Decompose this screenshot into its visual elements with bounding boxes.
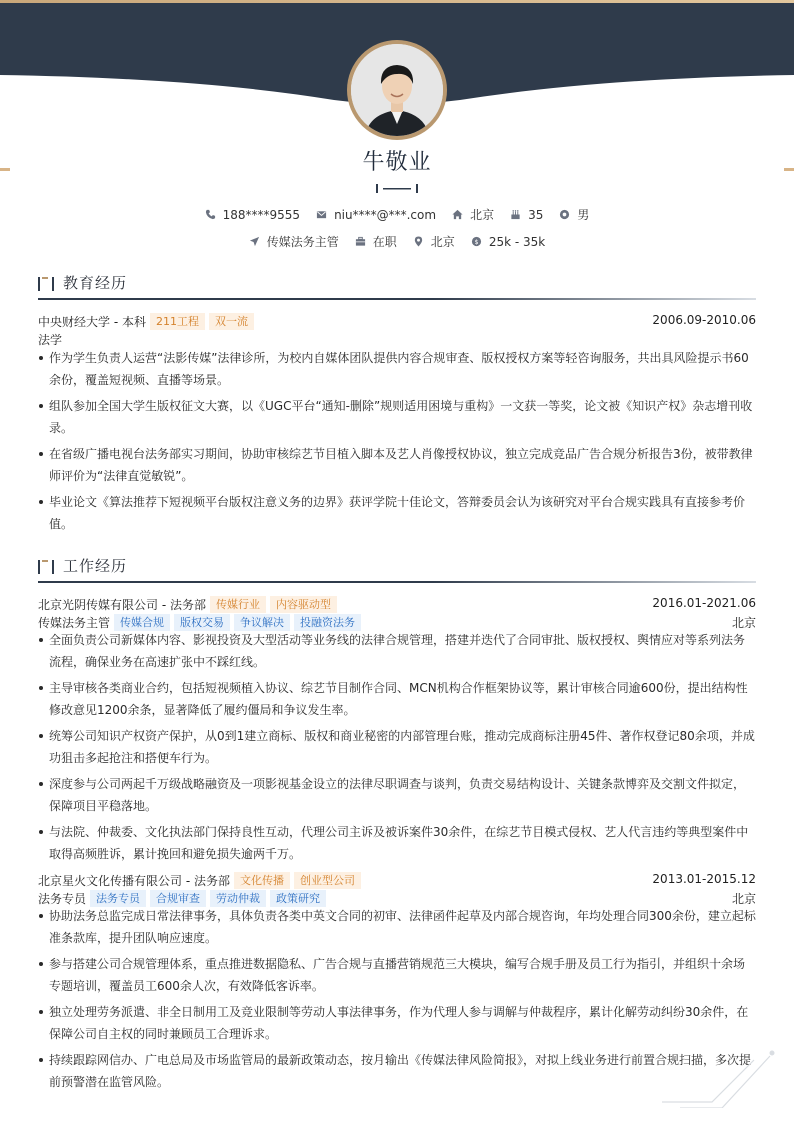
candidate-name: 牛敬业: [362, 150, 432, 175]
age-text: 35: [528, 207, 544, 222]
role-tag: 法务专员: [90, 890, 146, 907]
job-period: 2013.01-2015.12: [652, 872, 756, 886]
list-item: 在省级广播电视台法务部实习期间，协助审核综艺节目植入脚本及艺人肖像授权协议，独立完成竞品广告合规分析报告3份，被带教律师评价为“法律直觉敏锐”。: [38, 443, 756, 487]
position-item: [249, 233, 339, 250]
job-head: [38, 596, 756, 614]
section-underline: [38, 581, 756, 583]
avatar: [347, 40, 447, 140]
major: 法学: [38, 333, 63, 347]
section-mark-icon: [38, 560, 56, 574]
list-item: 参与搭建公司合规管理体系，重点推进数据隐私、广告合规与直播营销规范三大模块，编写合规手册及员工行为指引，并组织十余场专题培训，覆盖员工600余人次，有效降低客诉率。: [38, 953, 756, 997]
company-tag: 内容驱动型: [270, 596, 337, 613]
gender-item: [559, 206, 589, 223]
role-tag: 传媒合规: [114, 614, 170, 631]
briefcase-icon: [355, 236, 366, 247]
list-item: 毕业论文《算法推荐下短视频平台版权注意义务的边界》获评学院十佳论文，答辩委员会认为该研究对平台合规实践具有直接参考价值。: [38, 491, 756, 535]
education-section-title: [38, 272, 756, 302]
salary-text: 25k - 35k: [488, 234, 546, 249]
company-name: 北京星火文化传播有限公司 - 法务部: [38, 874, 230, 888]
mail-icon: [316, 209, 327, 220]
school-tag: 双一流: [209, 313, 254, 330]
list-item: 协助法务总监完成日常法律事务，具体负责各类中英文合同的初审、法律函件起草及内部合规咨询，年均处理合同300余份，建立起标准条款库，提升团队响应速度。: [38, 905, 756, 949]
salary-item: [471, 233, 545, 250]
education-period: 2006.09-2010.06: [652, 313, 756, 327]
svg-text:$: $: [474, 237, 479, 246]
corner-decoration: [660, 1048, 778, 1108]
school-name: 中央财经大学 - 本科: [38, 315, 146, 329]
job-role: 法务专员: [38, 892, 87, 906]
education-title: 教育经历: [63, 274, 128, 292]
list-item: 独立处理劳务派遣、非全日制用工及竞业限制等劳动人事法律事务，作为代理人参与调解与仲裁程序，累计化解劳动纠纷30余件，在保障公司自主权的同时兼顾员工合理诉求。: [38, 1001, 756, 1045]
avatar-photo: [351, 44, 443, 136]
company-name: 北京光阴传媒有限公司 - 法务部: [38, 598, 206, 612]
salary-icon: [471, 236, 482, 247]
role-tag: 投融资法务: [294, 614, 361, 631]
target-city-item: [413, 233, 455, 250]
phone-icon: [205, 209, 216, 220]
education-bullets: [38, 347, 756, 539]
list-item: 与法院、仲裁委、文化执法部门保持良性互动，代理公司主诉及被诉案件30余件，在综艺节目模式侵权、艺人代言违约等典型案件中取得高频胜诉，累计挽回和避免损失逾两千万。: [38, 821, 756, 865]
target-city-text: 北京: [430, 235, 455, 249]
education-entry-head: [38, 313, 756, 331]
email-item: [316, 206, 436, 223]
list-item: 持续跟踪网信办、广电总局及市场监管局的最新政策动态，按月输出《传媒法律风险简报》，对拟上线业务进行前置合规扫描，多次提前预警潜在监管风险。: [38, 1049, 756, 1093]
city-text: 北京: [470, 208, 495, 222]
contact-row: [0, 206, 794, 223]
cake-icon: [510, 209, 521, 220]
city-item: [452, 206, 494, 223]
school-tag: 211工程: [150, 313, 205, 330]
age-item: [510, 206, 543, 223]
role-tag: 劳动仲裁: [210, 890, 266, 907]
job-role: 传媒法务主管: [38, 616, 111, 630]
gender-text: 男: [577, 208, 590, 222]
email-text: niu****@***.com: [334, 207, 437, 222]
phone-item: [205, 206, 300, 223]
gender-icon: [559, 209, 570, 220]
work-title: 工作经历: [63, 557, 128, 575]
section-mark-icon: [38, 277, 56, 291]
status-text: 在职: [372, 235, 397, 249]
company-tag: 文化传播: [234, 872, 290, 889]
list-item: 深度参与公司两起千万级战略融资及一项影视基金设立的法律尽职调查与谈判，负责交易结构设计、关键条款博弈及交割文件拟定，保障项目平稳落地。: [38, 773, 756, 817]
job-location: 北京: [731, 616, 756, 630]
job-period: 2016.01-2021.06: [652, 596, 756, 610]
list-item: 全面负责公司新媒体内容、影视投资及大型活动等业务线的法律合规管理，搭建并迭代了合同审批、版权授权、舆情应对等系列法务流程，确保业务在高速扩张中不踩红线。: [38, 629, 756, 673]
section-underline: [38, 298, 756, 300]
role-tag: 政策研究: [270, 890, 326, 907]
send-icon: [249, 236, 260, 247]
home-icon: [452, 209, 463, 220]
job-bullets: [38, 905, 756, 1097]
list-item: 作为学生负责人运营“法影传媒”法律诊所，为校内自媒体团队提供内容合规审查、版权授权方案等轻咨询服务，共出具风险提示书60余份，覆盖短视频、直播等场景。: [38, 347, 756, 391]
job-intent-row: [0, 233, 794, 250]
role-tag: 争议解决: [234, 614, 290, 631]
list-item: 统筹公司知识产权资产保护，从0到1建立商标、版权和商业秘密的内部管理台账，推动完成商标注册45件、著作权登记80余项，并成功狙击多起抢注和搭便车行为。: [38, 725, 756, 769]
name-divider: [376, 184, 418, 193]
status-item: [355, 233, 397, 250]
phone-text: 188****9555: [222, 207, 301, 222]
location-icon: [413, 236, 424, 247]
work-section-title: [38, 555, 756, 585]
job-location: 北京: [731, 892, 756, 906]
job-bullets: [38, 629, 756, 869]
position-text: 传媒法务主管: [266, 235, 339, 249]
list-item: 主导审核各类商业合约，包括短视频植入协议、综艺节目制作合同、MCN机构合作框架协议等，累计审核合同逾600份，提出结构性修改意见1200余条，显著降低了履约僵局和争议发生率。: [38, 677, 756, 721]
list-item: 组队参加全国大学生版权征文大赛，以《UGC平台“通知-删除”规则适用困境与重构》一文获一等奖，论文被《知识产权》杂志增刊收录。: [38, 395, 756, 439]
company-tag: 传媒行业: [210, 596, 266, 613]
company-tag: 创业型公司: [294, 872, 361, 889]
role-tag: 版权交易: [174, 614, 230, 631]
job-head: [38, 872, 756, 890]
role-tag: 合规审查: [150, 890, 206, 907]
